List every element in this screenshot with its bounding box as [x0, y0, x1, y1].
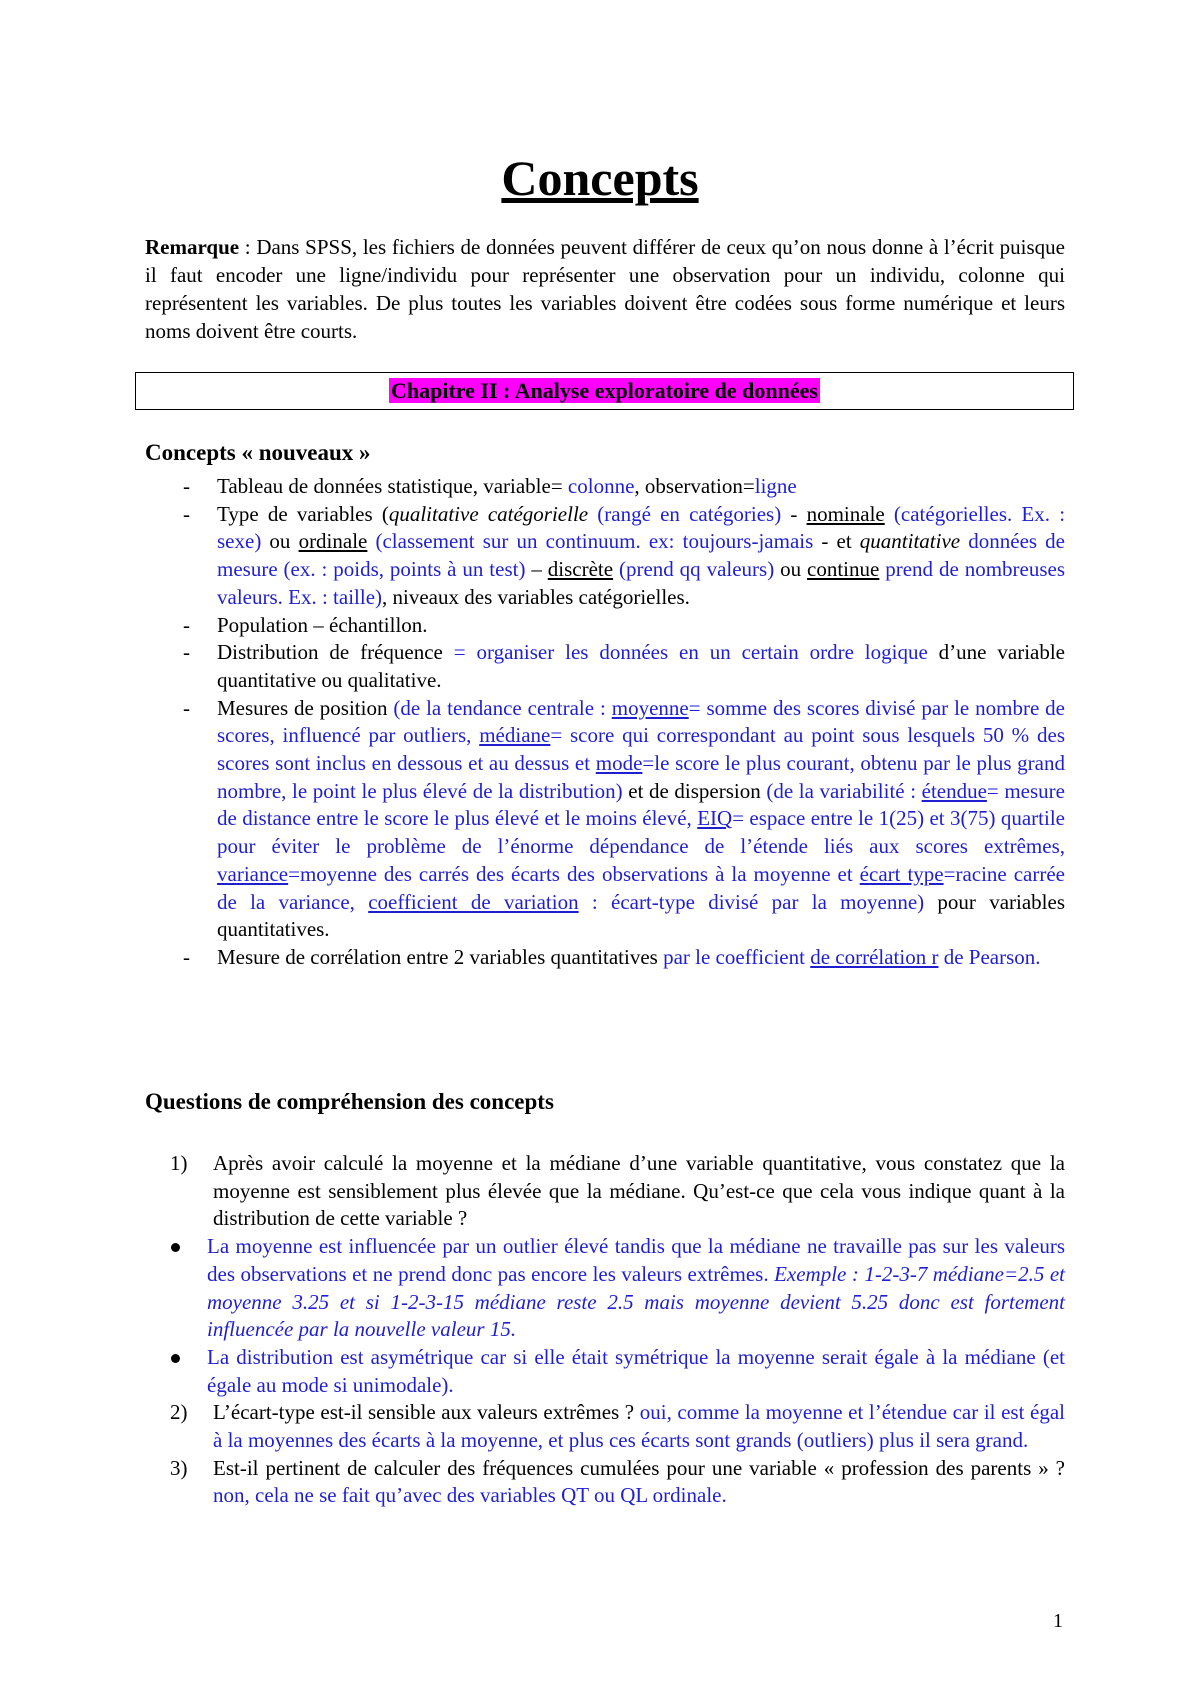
text-run: Exemple : 1-2-3-7 médiane=2.5 et moyenne 3.25 et si 1-2-3-15 médiane reste 2.5 mais moyenne devient 5.25 donc est fortement influencée par la nouvelle valeur 15. — [207, 1261, 1066, 1342]
text-run: qualitative catégorielle — [388, 501, 589, 526]
concepts-heading: Concepts « nouveaux » — [145, 440, 371, 465]
concepts-list — [145, 473, 1065, 972]
text-run: prend de nombreuses valeurs. Ex. : taille) — [217, 557, 1066, 609]
text-run: – — [525, 557, 548, 582]
text-run: (rangé en catégories) — [588, 501, 782, 526]
text-run: - — [781, 501, 807, 526]
text-run: (prend qq valeurs) — [613, 557, 775, 582]
text-run: et de dispersion — [622, 778, 767, 803]
question-number: 2) — [170, 1400, 188, 1425]
text-run: Tableau de données statistique, variable= — [217, 474, 568, 498]
question-text: Est-il pertinent de calculer des fréquences cumulées pour une variable « profession des parents » ? — [213, 1455, 1065, 1480]
text-run: nominale — [806, 501, 885, 526]
list-item — [145, 473, 1065, 501]
page-number: 1 — [1053, 1610, 1063, 1632]
text-run: continue — [807, 557, 880, 582]
text-run: , niveaux des variables catégorielles. — [382, 584, 690, 609]
text-run: (de la tendance centrale : — [393, 695, 612, 720]
bullet-dot-icon — [171, 1243, 180, 1252]
list-marker: - — [183, 944, 190, 969]
text-run: , observation= — [634, 474, 755, 498]
answer-text: oui, comme la moyenne et l’étendue car il est égal à la moyennes des écarts à la moyenne, et plus ces écarts sont grands (outliers) plus il sera grand. — [213, 1400, 1066, 1453]
list-item — [145, 639, 1065, 694]
text-run: ou — [261, 529, 299, 554]
text-run: = espace entre le 1(25) et 3(75) quartile pour éviter le problème de l’énorme dépendance de l’étende liés aux scores extrêmes, — [217, 806, 1065, 859]
text-run: d’une variable quantitative ou qualitative. — [217, 640, 1065, 692]
text-run: coefficient de variation — [368, 889, 579, 914]
text-run: médiane — [479, 723, 551, 748]
text-run: discrète — [547, 557, 614, 582]
text-run: : écart-type divisé par la moyenne) — [578, 889, 925, 914]
text-run: Population – échantillon. — [217, 612, 428, 637]
text-run: données de mesure (ex. : poids, points à un test) — [217, 529, 1066, 582]
question-text: Après avoir calculé la moyenne et la médiane d’une variable quantitative, vous constatez que la moyenne est sensiblement plus élevée que la médiane. Qu’est-ce que cela vous indique quant à la distribution de cette variable ? — [213, 1151, 1065, 1231]
text-run: ou — [774, 557, 808, 582]
text-run: - et — [813, 529, 860, 554]
question-text: L’écart-type est-il sensible aux valeurs extrêmes ? — [213, 1400, 640, 1425]
text-run: colonne — [567, 474, 635, 498]
text-run: mode — [595, 751, 643, 776]
remark-text: : Dans SPSS, les fichiers de données peuvent différer de ceux qu’on nous donne à l’écrit puisque il faut encoder une ligne/individu pour représenter une observation pour un individu, colonne qui représentent les variables. De plus toutes les variables doivent être codées sous forme numérique et leurs noms doivent être courts. — [145, 235, 1065, 343]
text-run: La distribution est asymétrique car si elle était symétrique la moyenne serait égale à la médiane (et égale au mode si unimodale). — [207, 1344, 1065, 1397]
text-run: ligne — [754, 474, 797, 498]
list-marker: - — [183, 474, 190, 498]
text-run: (classement sur un continuum. ex: toujours-jamais — [367, 529, 814, 554]
text-run: =racine carrée de la variance, — [217, 861, 1066, 914]
text-run: = score qui correspondant au point sous lesquels 50 % des scores sont inclus en dessous et au dessus et — [217, 723, 1065, 776]
answer-bullet — [145, 1344, 1065, 1399]
list-marker: - — [183, 612, 190, 637]
text-run: Distribution de fréquence — [217, 640, 454, 665]
text-run: variance — [217, 861, 289, 886]
question-number: 1) — [170, 1151, 188, 1175]
chapter-heading: Chapitre II : Analyse exploratoire de données — [391, 378, 818, 403]
remark-label: Remarque — [145, 235, 240, 259]
list-marker: - — [183, 640, 190, 665]
text-run: quantitative — [859, 529, 961, 554]
text-run: par le coefficient — [663, 944, 811, 969]
text-run: ordinale — [298, 529, 368, 554]
text-run: de corrélation r — [810, 944, 939, 969]
text-run: Mesure de corrélation entre 2 variables quantitatives — [217, 944, 664, 969]
text-run: =le score le plus courant, obtenu par le plus grand nombre, le point le plus élevé de la distribution) — [217, 751, 1065, 803]
page-title: Concepts — [501, 150, 699, 206]
text-run: de Pearson. — [938, 944, 1041, 969]
text-run: Type de variables ( — [217, 501, 389, 526]
question-number: 3) — [170, 1455, 188, 1480]
text-run: = somme des scores divisé par le nombre de scores, influencé par outliers, — [217, 695, 1065, 748]
text-run: = organiser les données en un certain ordre logique — [453, 640, 928, 665]
list-marker: - — [183, 695, 190, 720]
list-marker: - — [183, 501, 190, 526]
question-item — [145, 1399, 1065, 1454]
text-run: pour variables quantitatives. — [217, 889, 1066, 942]
question-item — [145, 1150, 1065, 1233]
chapter-heading-box — [135, 372, 1074, 410]
questions-list — [145, 1150, 1065, 1510]
text-run: =moyenne des carrés des écarts des observations à la moyenne et — [288, 861, 860, 886]
text-run: La moyenne est influencée par un outlier élevé tandis que la médiane ne travaille pas sur les valeurs des observations et ne prend donc pas encore les valeurs extrêmes. — [207, 1234, 1065, 1286]
text-run: écart type — [859, 861, 944, 886]
questions-heading: Questions de compréhension des concepts — [145, 1089, 554, 1114]
bullet-dot-icon — [171, 1354, 180, 1363]
list-item — [145, 695, 1065, 944]
question-item — [145, 1455, 1065, 1510]
text-run: moyenne — [611, 695, 689, 720]
text-run: Mesures de position — [217, 695, 394, 720]
answer-bullet — [145, 1233, 1065, 1344]
list-item — [145, 944, 1065, 972]
text-run: EIQ — [697, 806, 733, 831]
remark-paragraph — [145, 233, 1065, 345]
answer-text: non, cela ne se fait qu’avec des variables QT ou QL ordinale. — [213, 1483, 727, 1508]
text-run: étendue — [921, 778, 987, 803]
text-run: = mesure de distance entre le score le plus élevé et le moins élevé, — [217, 778, 1065, 831]
list-item — [145, 501, 1065, 612]
text-run: (catégorielles. Ex. : sexe) — [217, 501, 1066, 554]
list-item — [145, 612, 1065, 640]
text-run: (de la variabilité : — [766, 778, 922, 803]
